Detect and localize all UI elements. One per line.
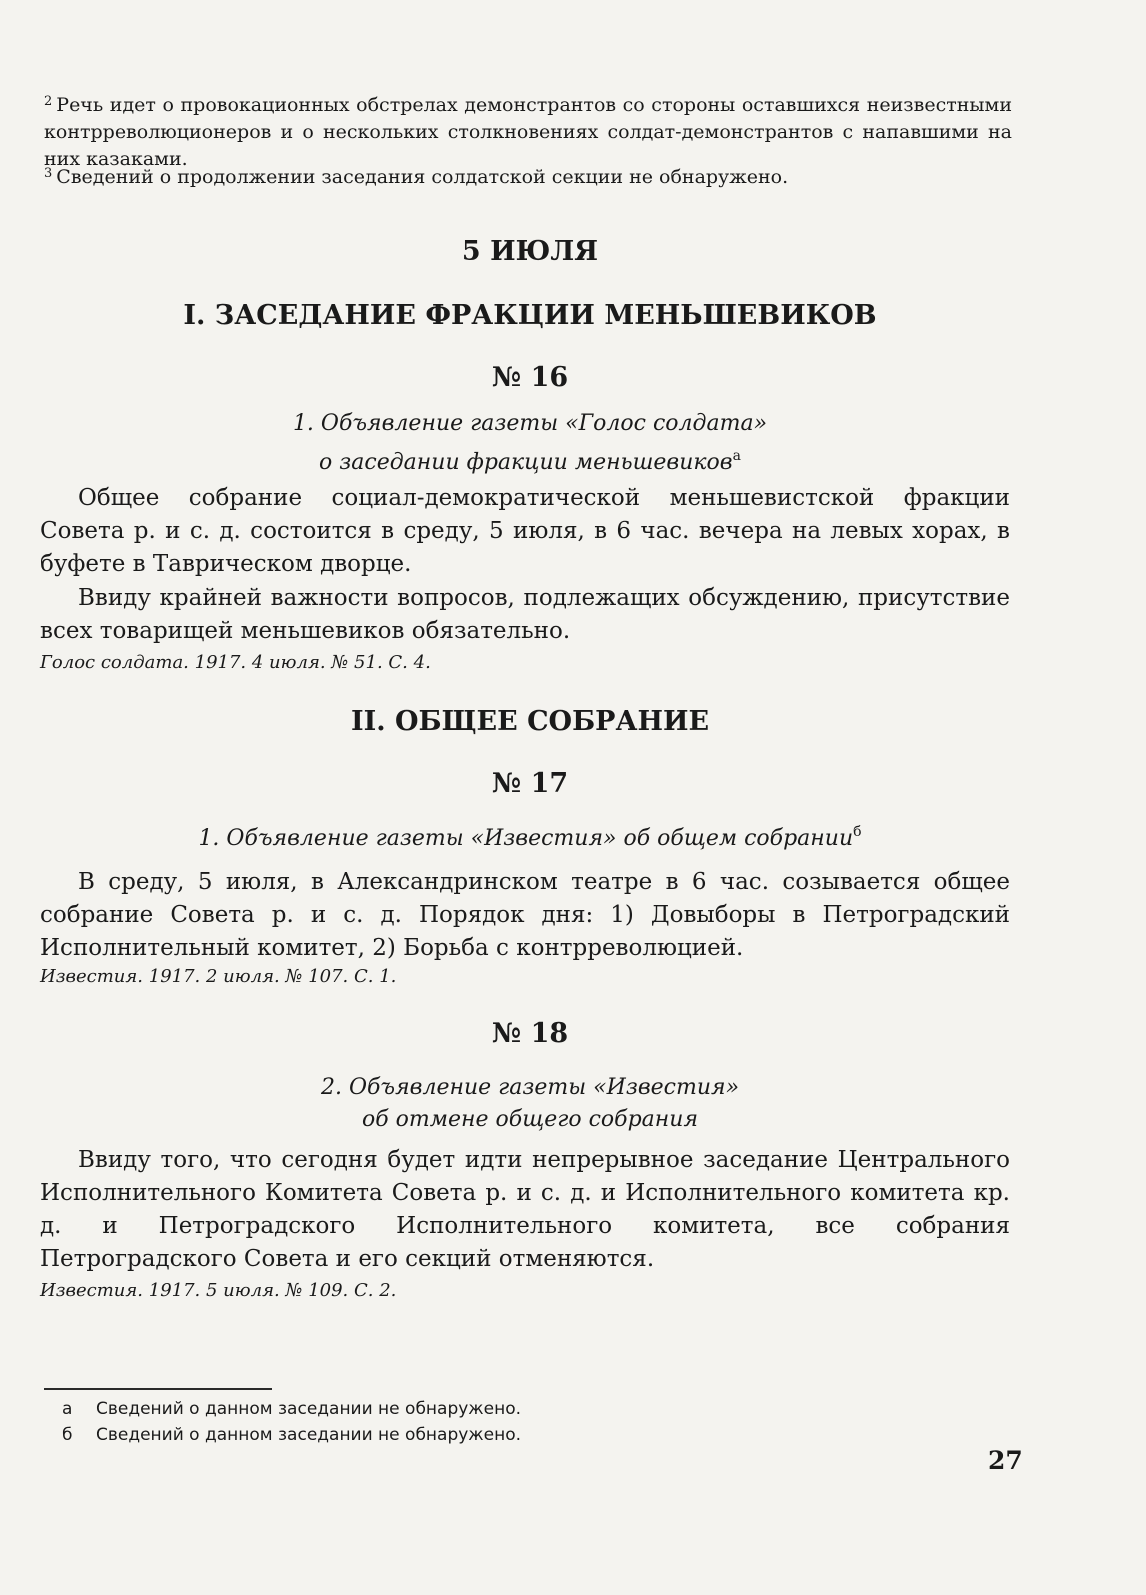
doc-16-source: Голос солдата. 1917. 4 июля. № 51. С. 4. bbox=[40, 652, 431, 673]
doc-18-number: № 18 bbox=[491, 1018, 569, 1049]
footnote-text: Речь идет о провокационных обстрелах демонстрантов со стороны оставшихся неизвестными контрреволюционеров и о нескольких столкновениях солдат-демонстрантов с напавшими на них казаками. bbox=[44, 94, 1012, 170]
footnote-mark: 3 bbox=[44, 166, 53, 181]
footnote-ref-a: а bbox=[732, 448, 741, 464]
doc-17-source: Известия. 1917. 2 июля. № 107. С. 1. bbox=[40, 966, 397, 987]
doc-18-paragraph: Ввиду того, что сегодня будет идти непрерывное заседание Центрального Исполнительного Комитета Совета р. и с. д. и Исполнительного комитета кр. д. и Петроградского Исполнительного комитета, все собрания Петроградского Совета и его секций отменяются. bbox=[40, 1147, 1010, 1272]
date-heading: 5 ИЮЛЯ bbox=[461, 236, 599, 267]
doc-16-paragraph-1: Общее собрание социал-демократической меньшевистской фракции Совета р. и с. д. состоится в среду, 5 июля, в 6 час. вечера на левых хорах, в буфете в Таврическом дворце. bbox=[40, 485, 1010, 577]
footnote-a bbox=[62, 1396, 521, 1422]
doc-16-title-line1: 1. Объявление газеты «Голос солдата» bbox=[292, 411, 768, 436]
footnote-3 bbox=[44, 160, 1012, 191]
section-2-title: II. ОБЩЕЕ СОБРАНИЕ bbox=[350, 706, 710, 737]
footnote-divider bbox=[44, 1388, 272, 1390]
doc-16-title-line2-wrap bbox=[0, 440, 1060, 479]
footnote-b bbox=[62, 1422, 521, 1448]
footnote-mark: 2 bbox=[44, 94, 53, 109]
doc-16-title-line2: о заседании фракции меньшевиков bbox=[319, 450, 733, 475]
doc-17-title bbox=[0, 816, 1060, 855]
footnote-mark: а bbox=[62, 1399, 73, 1419]
doc-16-title bbox=[0, 408, 1060, 479]
doc-16-paragraph-2: Ввиду крайней важности вопросов, подлежащих обсуждению, присутствие всех товарищей меньшевиков обязательно. bbox=[40, 585, 1010, 644]
footnote-ref-b: б bbox=[853, 824, 862, 840]
doc-18-title bbox=[0, 1072, 1060, 1136]
footnote-text: Сведений о данном заседании не обнаружено. bbox=[96, 1425, 521, 1445]
footnote-mark: б bbox=[62, 1425, 73, 1445]
doc-18-title-line2: об отмене общего собрания bbox=[361, 1107, 699, 1132]
doc-17-title-text: 1. Объявление газеты «Известия» об общем собрании bbox=[198, 826, 854, 851]
doc-18-title-line1: 2. Объявление газеты «Известия» bbox=[320, 1075, 740, 1100]
doc-18-source: Известия. 1917. 5 июля. № 109. С. 2. bbox=[40, 1280, 397, 1301]
section-1-title: I. ЗАСЕДАНИЕ ФРАКЦИИ МЕНЬШЕВИКОВ bbox=[183, 300, 877, 331]
page-number: 27 bbox=[988, 1446, 1023, 1475]
footnote-text: Сведений о данном заседании не обнаружено. bbox=[96, 1399, 521, 1419]
footnote-text: Сведений о продолжении заседания солдатской секции не обнаружено. bbox=[56, 166, 789, 188]
doc-17-paragraph: В среду, 5 июля, в Александринском театре в 6 час. созывается общее собрание Совета р. и с. д. Порядок дня: 1) Довыборы в Петроградский Исполнительный комитет, 2) Борьба с контрреволюцией. bbox=[40, 869, 1010, 961]
doc-16-number: № 16 bbox=[491, 362, 569, 393]
doc-17-number: № 17 bbox=[491, 768, 569, 799]
